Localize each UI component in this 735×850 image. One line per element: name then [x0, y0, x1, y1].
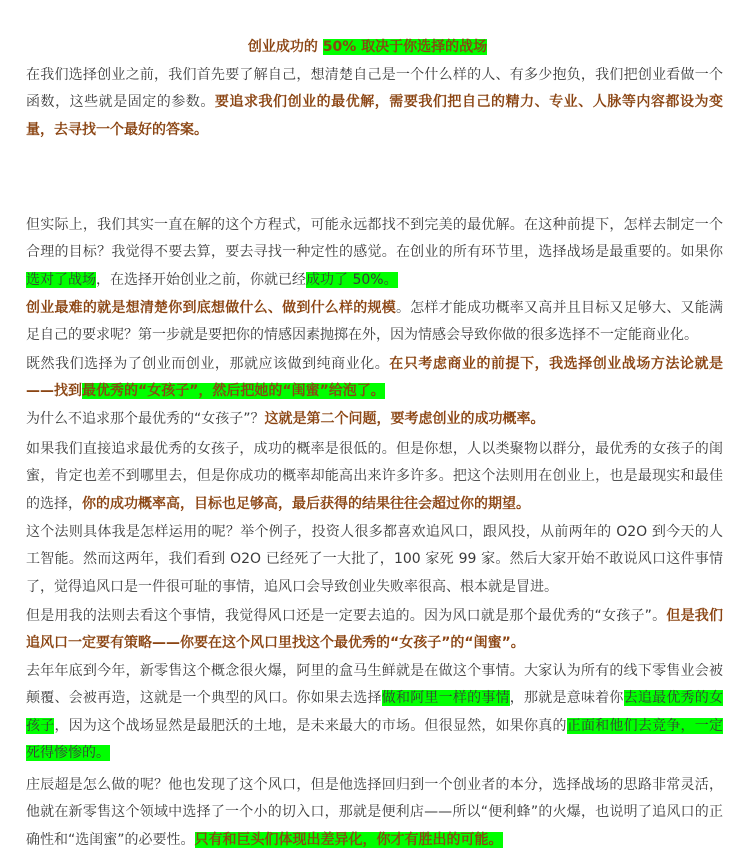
paragraph-4: 既然我们选择为了创业而创业，那就应该做到纯商业化。在只考虑商业的前提下，我选择创业战场方法论就是——找到最优秀的“女孩子”，然后把她的“闺蜜”给泡了。 — [26, 356, 723, 400]
paragraph-3: 创业最难的就是想清楚你到底想做什么、做到什么样的规模。怎样才能成功概率又高并且目标又足够大、又能满足自己的要求呢？第一步就是要把你的情感因素抛掷在外，因为情感会导致你做的很多选择不一定能商业化。 — [26, 300, 724, 344]
paragraph-8: 但是用我的法则去看这个事情，我觉得风口还是一定要去追的。因为风口就是那个最优秀的“女孩子”。但是我们追风口一定要有策略——你要在这个风口里找这个最优秀的“女孩子”的“闺蜜”。 — [26, 608, 724, 652]
article-title — [0, 36, 735, 58]
paragraph-1: 在我们选择创业之前，我们首先要了解自己，想清楚自己是一个什么样的人、有多少抱负，我们把创业看做一个函数，这些就是固定的参数。要追求我们创业的最优解，需要我们把自己的精力、专业、人脉等内容都设为变量，去寻找一个最好的答案。 — [26, 67, 724, 138]
title-highlight: 50% 取决于你选择的战场 — [322, 39, 488, 55]
paragraph-5: 为什么不追求那个最优秀的“女孩子”？这就是第二个问题，要考虑创业的成功概率。 — [26, 411, 545, 427]
paragraph-7: 这个法则具体我是怎样运用的呢？举个例子，投资人很多都喜欢追风口，跟风投，从前两年的 O2O 到今天的人工智能。然而这两年，我们看到 O2O 已经死了一大批了，100 家死 99 家。然后大家开始不敢说风口这件事情了，觉得追风口是一件很可耻的事情，追风口会导致创业失败率很高、根本就是冒进。 — [26, 524, 723, 595]
paragraph-2: 但实际上，我们其实一直在解的这个方程式，可能永远都找不到完美的最优解。在这种前提下，怎样去制定一个合理的目标？我觉得不要去算，要去寻找一种定性的感觉。在创业的所有环节里，选择战场是最重要的。如果你选对了战场，在选择开始创业之前，你就已经成功了 50%。 — [26, 217, 723, 288]
paragraph-6: 如果我们直接追求最优秀的女孩子，成功的概率是很低的。但是你想，人以类聚物以群分，最优秀的女孩子的闺蜜，肯定也差不到哪里去，但是你成功的概率却能高出来许多许多。把这个法则用在创业上，也是最现实和最佳的选择，你的成功概率高，目标也足够高，最后获得的结果往往会超过你的期望。 — [26, 441, 723, 512]
paragraph-9: 去年年底到今年，新零售这个概念很火爆，阿里的盒马生鲜就是在做这个事情。大家认为所有的线下零售业会被颠覆、会被再造，这就是一个典型的风口。你如果去选择做和阿里一样的事情，那就是意味着你去追最优秀的女孩子，因为这个战场显然是最肥沃的土地，是未来最大的市场。但很显然，如果你真的正面和他们去竞争，一定死得惨惨的。 — [26, 663, 724, 761]
paragraph-10: 庄辰超是怎么做的呢？他也发现了这个风口，但是他选择回归到一个创业者的本分，选择战场的思路非常灵活，他就在新零售这个领域中选择了一个小的切入口，那就是便利店——所以“便利蜂”的火爆，也说明了追风口的正确性和“选闺蜜”的必要性。只有和巨头们体现出差异化，你才有胜出的可能。 — [26, 777, 723, 848]
title-text: 创业成功的 — [247, 39, 323, 55]
